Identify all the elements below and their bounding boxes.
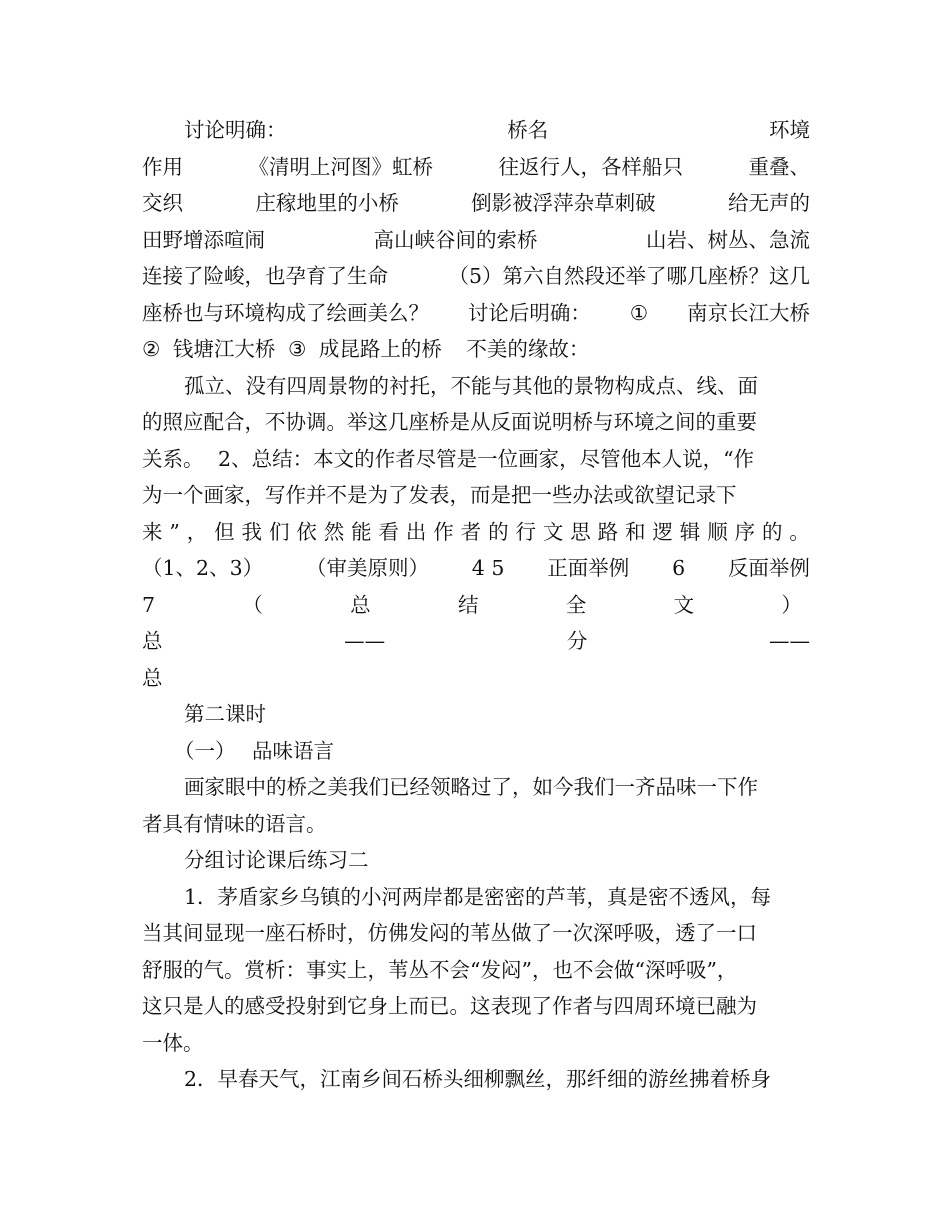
text-line: 7 （ 总 结 全 文 ） [142, 592, 802, 617]
text-line: 的照应配合，不协调。举这几座桥是从反面说明桥与环境之间的重要 [142, 410, 757, 434]
text-line: 一体。 [142, 1030, 204, 1055]
text-line: 总 [142, 665, 163, 690]
text-line: ② 钱塘江大桥 ③ 成昆路上的桥 不美的缘故： [142, 337, 590, 361]
section-heading: 第二课时 [184, 702, 266, 726]
text-line: 分组讨论课后练习二 [184, 848, 369, 872]
text-line: 这只是人的感受投射到它身上而已。这表现了作者与四周环境已融为 [142, 994, 757, 1018]
text-line: （1、2、3） （审美原则） 4 5 正面举例 6 反面举例 [142, 556, 810, 580]
text-line: 者具有情味的语言。 [142, 811, 327, 836]
text-line: 来 ” ， 但 我 们 依 然 能 看 出 作 者 的 行 文 思 路 和 逻 辑 顺 序 的 。 [142, 519, 810, 544]
text-line: 交织 庄稼地里的小桥 倒影被浮萍杂草刺破 给无声的 [142, 191, 810, 215]
text-line: 关系。 2、总结：本文的作者尽管是一位画家，尽管他本人说，“作 [142, 446, 755, 471]
text-line: 田野增添喧闹 高山峡谷间的索桥 山岩、树丛、急流 [142, 227, 810, 252]
text-line: 连接了险峻，也孕育了生命 （5）第六自然段还举了哪几座桥？这几 [142, 264, 810, 288]
text-line: 画家眼中的桥之美我们已经领略过了，如今我们一齐品味一下作 [184, 775, 758, 799]
text-line: 总 —— 分 —— [142, 629, 810, 653]
text-line: 2．早春天气，江南乡间石桥头细柳飘丝，那纤细的游丝拂着桥身 [184, 1067, 772, 1091]
text-line: 为一个画家，写作并不是为了发表，而是把一些办法或欲望记录下 [142, 483, 737, 507]
text-line: 讨论明确： 桥名 环境 [184, 118, 810, 142]
text-line: 1．茅盾家乡乌镇的小河两岸都是密密的芦苇，真是密不透风，每 [184, 884, 772, 909]
subsection-heading: （一） 品味语言 [174, 738, 335, 763]
text-line: 座桥也与环境构成了绘画美么？ 讨论后明确： ① 南京长江大桥 [142, 300, 810, 325]
text-line: 舒服的气。赏析：事实上，苇丛不会“发闷”，也不会做“深呼吸”， [142, 957, 738, 982]
document-body [142, 112, 810, 1098]
text-line: 作用 《清明上河图》虹桥 往返行人，各样船只 重叠、 [142, 154, 810, 179]
text-line: 当其间显现一座石桥时，仿佛发闷的苇丛做了一次深呼吸，透了一口 [142, 921, 757, 945]
text-line: 孤立、没有四周景物的衬托，不能与其他的景物构成点、线、面 [184, 373, 758, 398]
